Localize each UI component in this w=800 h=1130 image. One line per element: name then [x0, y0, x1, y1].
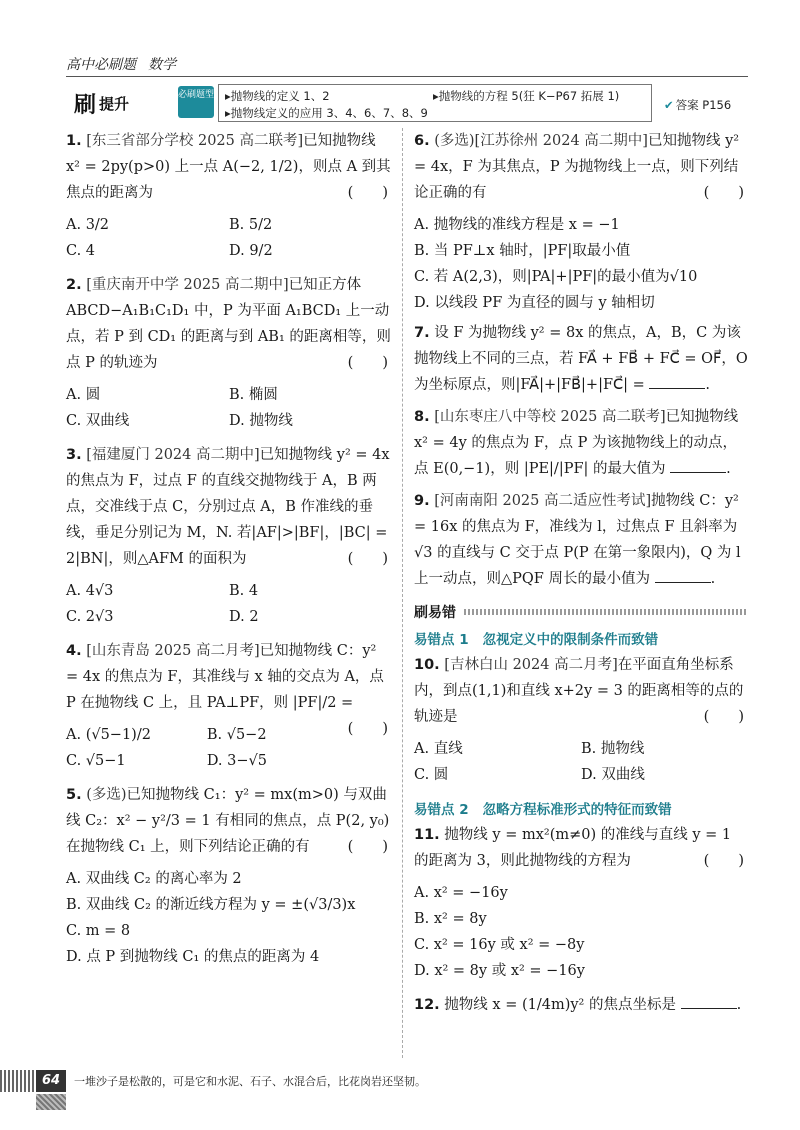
question-10	[414, 652, 748, 730]
option-d: D. 2	[229, 609, 259, 625]
question-source: [福建厦门 2024 高二期中]	[86, 447, 260, 463]
end-mark: .	[705, 377, 711, 393]
question-source: [吉林白山 2024 高二月考]	[444, 657, 618, 673]
option-c: C. 若 A(2,3)，则|PA|+|PF|的最小值为√10	[414, 269, 698, 285]
answer-paren: ( )	[703, 709, 744, 725]
question-text: 设 F 为抛物线 y² = 8x 的焦点，A，B，C 为该抛物线上不同的三点，若 FA⃗ + FB⃗ + FC⃗ = OF⃗，O 为坐标原点，则|FA⃗|+|FB⃗|+|FC⃗| =	[414, 325, 748, 393]
question-source: (多选)[江苏徐州 2024 高二期中]	[434, 133, 648, 149]
topic-item: ▸抛物线定义的应用 3、4、6、7、8、9	[225, 106, 428, 120]
answer-label: 答案 P156	[675, 98, 732, 112]
running-header	[66, 54, 176, 74]
question-12	[414, 992, 748, 1018]
question-number: 10.	[414, 657, 440, 673]
question-source: [河南南阳 2025 高二适应性考试]	[434, 493, 652, 509]
question-5	[66, 782, 392, 860]
option-d: D. 抛物线	[229, 413, 293, 429]
question-2	[66, 272, 392, 376]
option-d: D. 双曲线	[581, 767, 645, 783]
option-b: B. 椭圆	[229, 387, 278, 403]
answer-paren: ( )	[703, 853, 744, 869]
answer-blank[interactable]	[681, 992, 737, 1009]
must-do-badge: 必刷题型	[178, 86, 214, 118]
options-5	[66, 866, 392, 970]
question-text: 已知抛物线 C：y² = 4x 的焦点为 F，其准线与 x 轴的交点为 A，点 P 在抛物线 C 上，且 PA⊥PF，则 |PF|/2 =	[66, 643, 384, 711]
option-b: B. 双曲线 C₂ 的渐近线方程为 y = ±(√3/3)x	[66, 897, 356, 913]
answer-paren: ( )	[347, 721, 388, 737]
question-text: 抛物线 x = (1/4m)y² 的焦点坐标是	[444, 997, 676, 1013]
option-a: A. 抛物线的准线方程是 x = −1	[414, 217, 620, 233]
option-b: B. 当 PF⊥x 轴时，|PF|取最小值	[414, 243, 631, 259]
section-rule	[464, 609, 748, 615]
answer-blank[interactable]	[649, 372, 705, 389]
question-9	[414, 488, 748, 592]
brand-sub: 提升	[99, 95, 130, 113]
question-number: 6.	[414, 133, 430, 149]
option-a: A. 3/2	[66, 217, 110, 233]
answer-paren: ( )	[703, 185, 744, 201]
header-rule	[66, 76, 748, 77]
end-mark: .	[736, 997, 742, 1013]
question-text: 已知抛物线 x² = 4y 的焦点为 F，点 P 为该抛物线上的动点，点 E(0,−1)，则 |PE|/|PF| 的最大值为	[414, 409, 739, 477]
question-source: [重庆南开中学 2025 高二期中]	[86, 277, 289, 293]
subject-title: 数学	[148, 57, 176, 73]
question-6	[414, 128, 748, 206]
option-a: A. 4√3	[66, 583, 114, 599]
options-1	[66, 212, 392, 264]
option-c: C. 4	[66, 243, 96, 259]
question-number: 1.	[66, 133, 82, 149]
option-d: D. 点 P 到抛物线 C₁ 的焦点的距离为 4	[66, 949, 320, 965]
footer-pattern	[36, 1094, 66, 1110]
question-source: [山东青岛 2025 高二月考]	[86, 643, 260, 659]
question-text: 已知抛物线 y² = 4x 的焦点为 F，过点 F 的直线交抛物线于 A，B 两点，交准线于点 C，分别过点 A，B 作准线的垂线，垂足分别记为 M，N. 若|AF|>|BF|，|BC| = 2|BN|，则△AFM 的面积为	[66, 447, 390, 567]
question-8	[414, 404, 748, 482]
book-title: 高中必刷题	[66, 57, 136, 73]
option-d: D. 3−√5	[206, 753, 267, 769]
question-number: 8.	[414, 409, 430, 425]
check-icon: ✔	[664, 98, 674, 112]
error-point-2	[414, 798, 748, 818]
question-number: 11.	[414, 827, 440, 843]
option-a: A. 双曲线 C₂ 的离心率为 2	[66, 871, 242, 887]
answer-blank[interactable]	[655, 566, 711, 583]
option-a: A. 圆	[66, 387, 101, 403]
option-d: D. 以线段 PF 为直径的圆与 y 轴相切	[414, 295, 655, 311]
error-tag: 易错点 2	[414, 802, 469, 818]
brand-main: 刷	[74, 93, 98, 118]
page-number: 64	[36, 1070, 66, 1092]
options-2	[66, 382, 392, 434]
option-c: C. 2√3	[66, 609, 114, 625]
option-c: C. 圆	[414, 767, 449, 783]
topic-item: ▸抛物线的方程 5(狂 K−P67 拓展 1)	[433, 89, 620, 103]
question-number: 7.	[414, 325, 430, 341]
end-mark: .	[726, 461, 731, 477]
options-3	[66, 578, 392, 630]
question-11	[414, 822, 748, 874]
option-b: B. x² = 8y	[414, 911, 487, 927]
question-number: 3.	[66, 447, 82, 463]
option-c: C. x² = 16y 或 x² = −8y	[414, 937, 585, 953]
footer-dots	[0, 1070, 34, 1092]
option-b: B. √5−2	[206, 727, 267, 743]
options-6	[414, 212, 748, 316]
end-mark: .	[710, 571, 716, 587]
options-4	[66, 722, 348, 774]
option-a: A. x² = −16y	[414, 885, 508, 901]
question-text: 抛物线 y = mx²(m≠0) 的准线与直线 y = 1 的距离为 3，则此抛物线的方程为	[414, 827, 732, 869]
topic-box	[218, 84, 652, 122]
question-source: [东三省部分学校 2025 高二联考]	[86, 133, 304, 149]
section-label: 刷易错	[414, 605, 456, 621]
topic-item: ▸抛物线的定义 1、2	[225, 89, 330, 103]
column-divider	[402, 128, 403, 1058]
question-text: 已知抛物线 x² = 2py(p>0) 上一点 A(−2, 1/2)，则点 A 到其焦点的距离为	[66, 133, 391, 201]
option-b: B. 4	[229, 583, 259, 599]
option-d: D. 9/2	[229, 243, 273, 259]
section-brand	[74, 88, 129, 119]
answer-paren: ( )	[347, 355, 388, 371]
question-text: 在平面直角坐标系内，到点(1,1)和直线 x+2y = 3 的距离相等的点的轨迹是	[414, 657, 744, 725]
question-3	[66, 442, 392, 572]
option-a: A. 直线	[414, 741, 463, 757]
option-b: B. 抛物线	[581, 741, 645, 757]
answer-paren: ( )	[347, 185, 388, 201]
error-title: 忽略方程标准形式的特征而致错	[482, 802, 672, 818]
error-point-1	[414, 628, 748, 648]
question-number: 9.	[414, 493, 430, 509]
question-number: 5.	[66, 787, 82, 803]
left-column	[66, 128, 392, 970]
question-number: 2.	[66, 277, 82, 293]
question-text: 已知抛物线 y² = 4x，F 为其焦点，P 为抛物线上一点，则下列结论正确的有	[414, 133, 740, 201]
question-text: 已知正方体 ABCD−A₁B₁C₁D₁ 中，P 为平面 A₁BCD₁ 上一动点，若 P 到 CD₁ 的距离与到 AB₁ 的距离相等，则点 P 的轨迹为	[66, 277, 391, 371]
footer-quote: 一堆沙子是松散的，可是它和水泥、石子、水混合后，比花岗岩还坚韧。	[74, 1075, 426, 1088]
option-b: B. 5/2	[229, 217, 273, 233]
option-c: C. √5−1	[66, 753, 126, 769]
question-text: 已知抛物线 C₁：y² = mx(m>0) 与双曲线 C₂：x² − y²/3 = 1 有相同的焦点，点 P(2, y₀) 在抛物线 C₁ 上，则下列结论正确的有	[66, 787, 390, 855]
question-number: 12.	[414, 997, 440, 1013]
answer-paren: ( )	[347, 551, 388, 567]
question-number: 4.	[66, 643, 82, 659]
option-c: C. 双曲线	[66, 413, 130, 429]
answer-paren: ( )	[347, 839, 388, 855]
options-10	[414, 736, 748, 788]
answer-blank[interactable]	[670, 456, 726, 473]
options-11	[414, 880, 748, 984]
question-source: [山东枣庄八中等校 2025 高二联考]	[434, 409, 666, 425]
option-c: C. m = 8	[66, 923, 131, 939]
option-a: A. (√5−1)/2	[66, 727, 151, 743]
question-text: 抛物线 C：y² = 16x 的焦点为 F，准线为 l，过焦点 F 且斜率为√3 的直线与 C 交于点 P(P 在第一象限内)，Q 为 l 上一动点，则△PQF 周长的最小值为	[414, 493, 741, 587]
answer-ref	[664, 97, 731, 113]
question-7	[414, 320, 748, 398]
right-column	[414, 128, 748, 1024]
error-title: 忽视定义中的限制条件而致错	[482, 632, 659, 648]
error-tag: 易错点 1	[414, 632, 469, 648]
error-section-title	[414, 602, 748, 622]
question-source: (多选)	[86, 787, 127, 803]
option-d: D. x² = 8y 或 x² = −16y	[414, 963, 585, 979]
question-1	[66, 128, 392, 206]
